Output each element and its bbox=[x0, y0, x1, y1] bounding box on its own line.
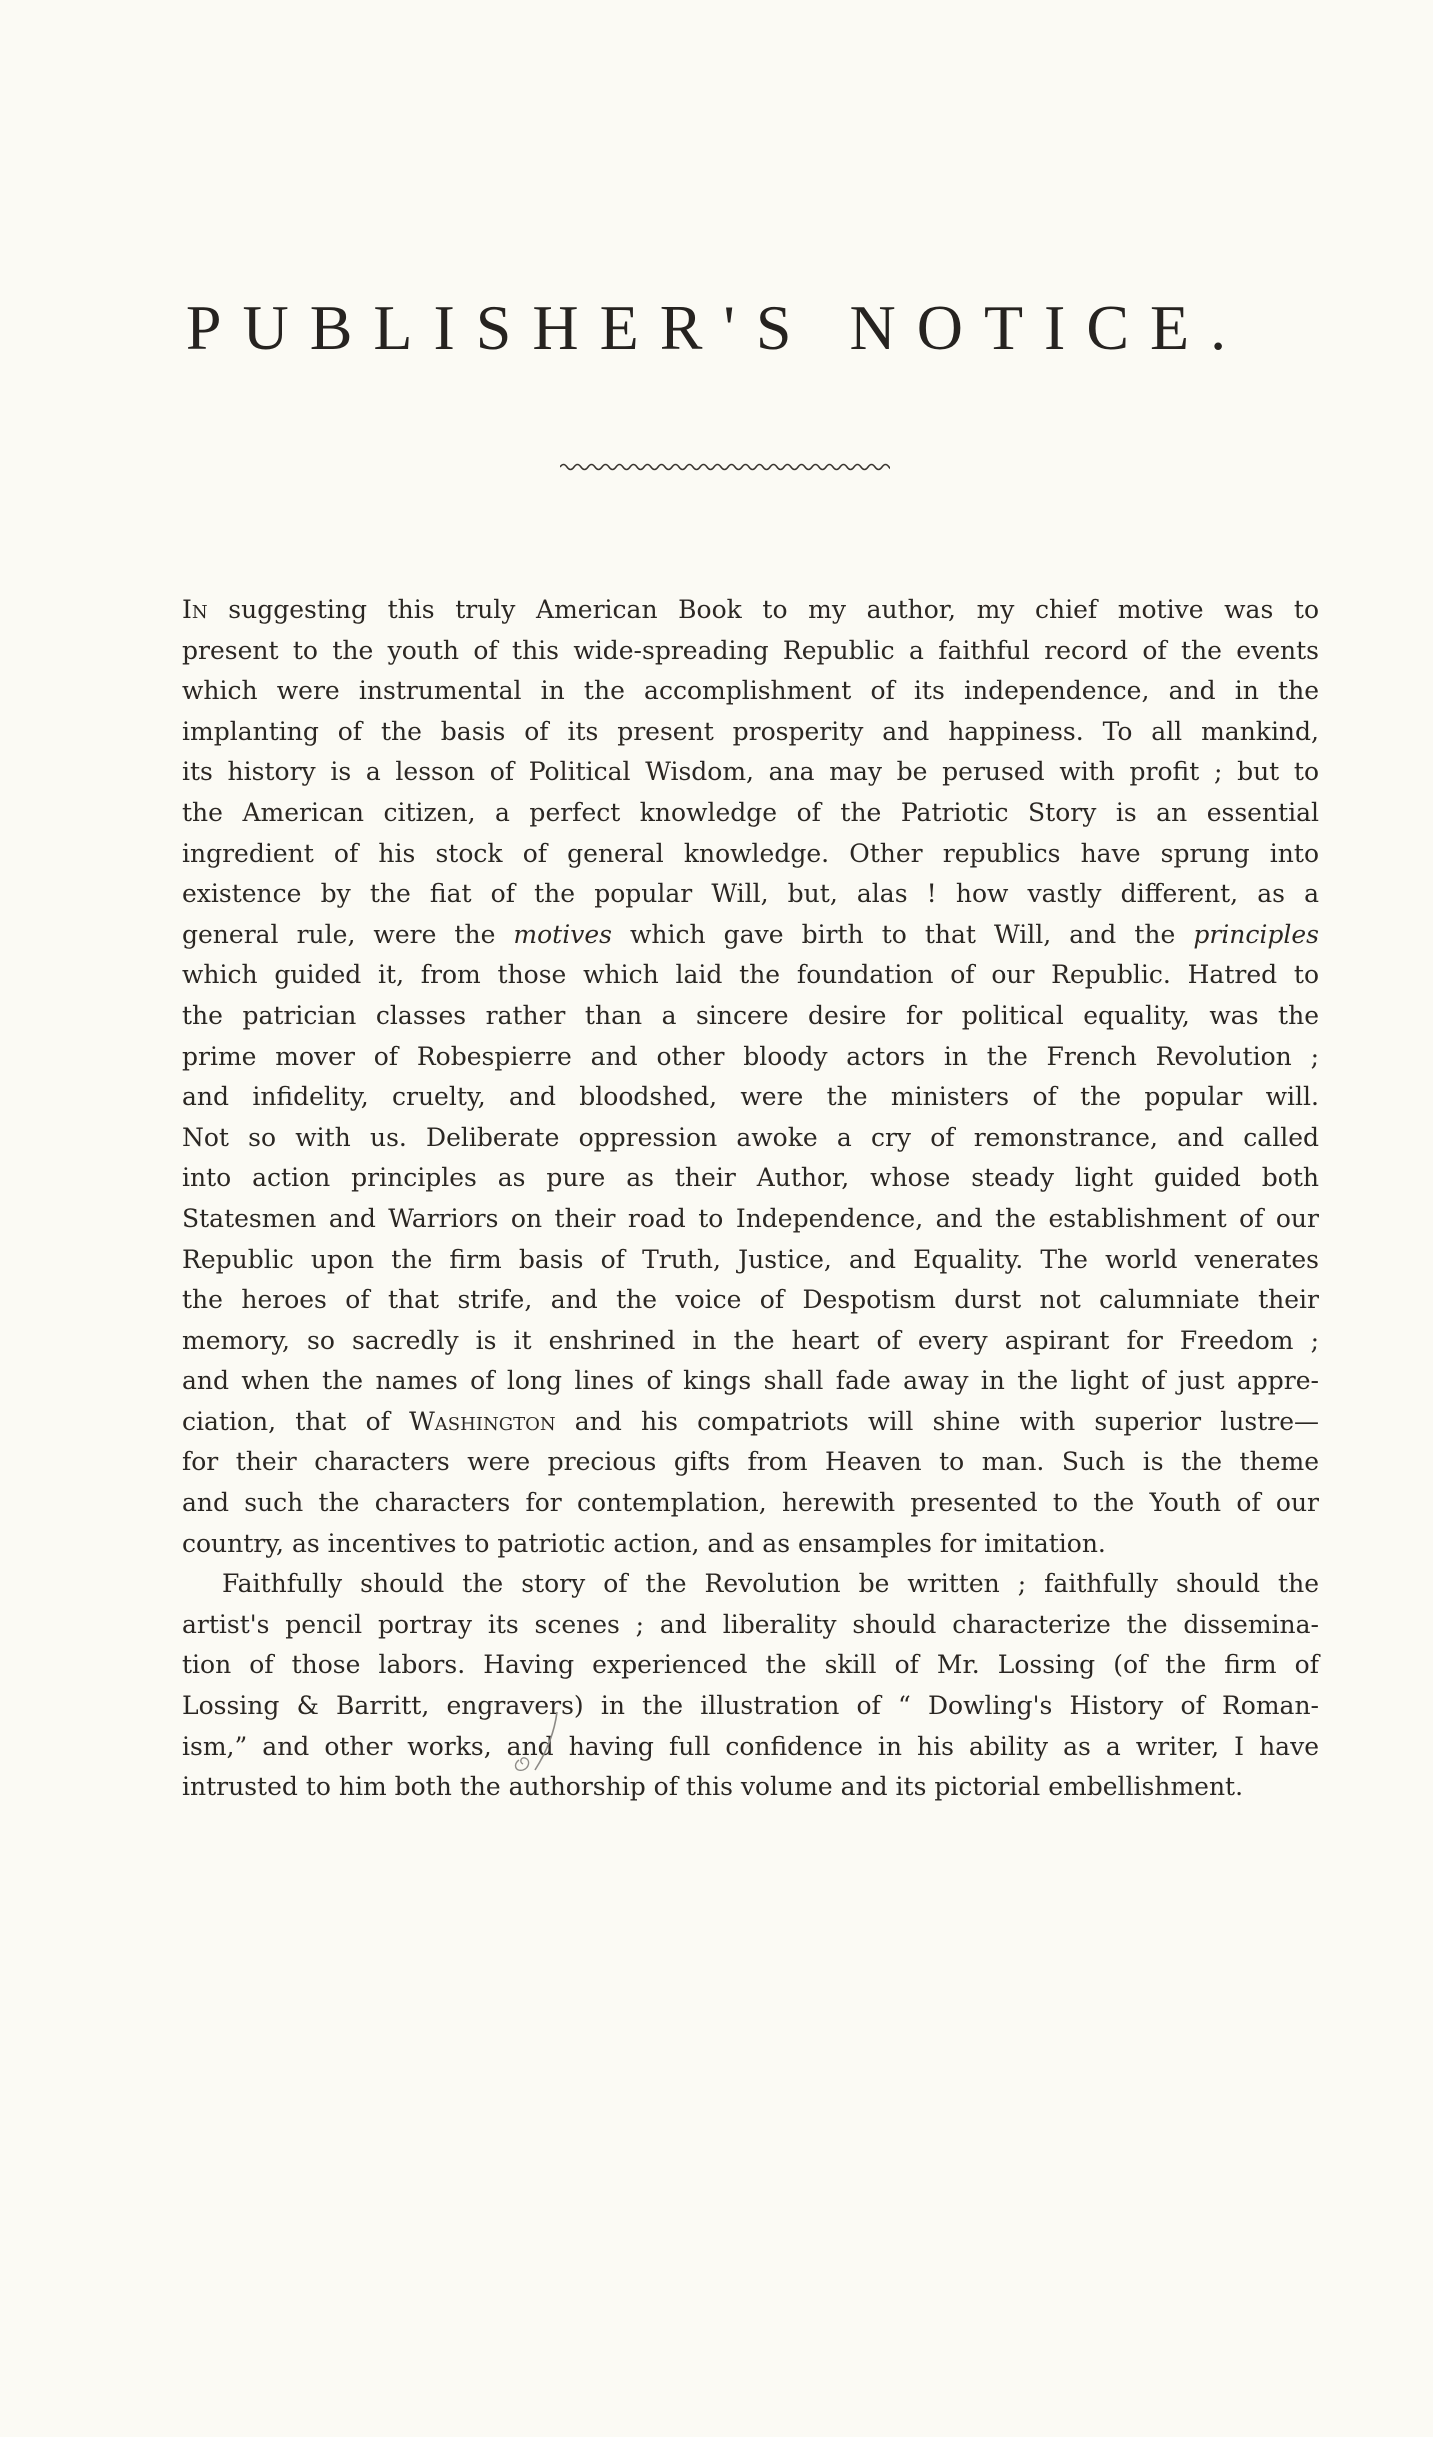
italic-run: principles bbox=[1193, 919, 1319, 949]
text-run: Republic upon the firm basis of Truth, Justice, and Equality. The world venerates bbox=[182, 1244, 1319, 1274]
text-run: which gave birth to that Will, and the bbox=[611, 919, 1194, 949]
text-line bbox=[182, 1402, 1319, 1443]
text-run: implanting of the basis of its present prosperity and happiness. To all mankind, bbox=[182, 716, 1319, 746]
text-run: ism,” and other works, and having full confidence in his ability as a writer, I have bbox=[182, 1731, 1319, 1761]
text-line bbox=[182, 1564, 1319, 1605]
text-run: and such the characters for contemplation, herewith presented to the Youth of our bbox=[182, 1488, 1319, 1518]
text-run: which were instrumental in the accomplishment of its independence, and in the bbox=[182, 676, 1319, 706]
wavy-divider-ornament bbox=[560, 460, 890, 474]
notice-body bbox=[182, 590, 1319, 1808]
text-run: country, as incentives to patriotic action, and as ensamples for imitation. bbox=[182, 1528, 1106, 1558]
text-run: general rule, were the bbox=[182, 919, 514, 949]
text-run: Faithfully should the story of the Revolution be written ; faithfully should the bbox=[222, 1569, 1319, 1599]
text-line bbox=[182, 874, 1319, 915]
text-line bbox=[182, 1483, 1319, 1524]
text-run: and when the names of long lines of kings shall fade away in the light of just appre- bbox=[182, 1366, 1319, 1396]
text-run: intrusted to him both the authorship of this volume and its pictorial embellishment. bbox=[182, 1772, 1244, 1802]
pencil-scribble-mark bbox=[505, 1708, 575, 1778]
text-line bbox=[182, 1280, 1319, 1321]
text-run: present to the youth of this wide-spreading Republic a faithful record of the events bbox=[182, 635, 1319, 665]
text-run: into action principles as pure as their Author, whose steady light guided both bbox=[182, 1163, 1319, 1193]
text-line bbox=[182, 1199, 1319, 1240]
text-run: its history is a lesson of Political Wisdom, ana may be perused with profit ; but to bbox=[182, 757, 1319, 787]
text-line bbox=[182, 1442, 1319, 1483]
text-run: and infidelity, cruelty, and bloodshed, were the ministers of the popular will. bbox=[182, 1082, 1319, 1112]
text-run: ciation, that of bbox=[182, 1406, 410, 1436]
text-line bbox=[182, 590, 1319, 631]
text-line bbox=[182, 996, 1319, 1037]
text-line bbox=[182, 1727, 1319, 1768]
text-line bbox=[182, 1077, 1319, 1118]
italic-run: motives bbox=[513, 919, 612, 949]
text-run: Lossing & Barritt, engravers) in the illustration of “ Dowling's History of Roman- bbox=[182, 1691, 1319, 1721]
paragraph bbox=[182, 1564, 1319, 1808]
text-line bbox=[182, 1524, 1319, 1565]
text-line bbox=[182, 631, 1319, 672]
text-line bbox=[182, 1686, 1319, 1727]
text-line bbox=[182, 1767, 1319, 1808]
text-line bbox=[182, 1118, 1319, 1159]
text-run: existence by the fiat of the popular Will, but, alas ! how vastly different, as a bbox=[182, 879, 1319, 909]
text-line bbox=[182, 1361, 1319, 1402]
text-line bbox=[182, 1037, 1319, 1078]
text-line bbox=[182, 1605, 1319, 1646]
text-run: the patrician classes rather than a sincere desire for political equality, was the bbox=[182, 1000, 1319, 1030]
page-title: PUBLISHER'S NOTICE. bbox=[185, 292, 1248, 363]
text-run: artist's pencil portray its scenes ; and liberality should characterize the dissemina- bbox=[182, 1609, 1319, 1639]
text-run: memory, so sacredly is it enshrined in the heart of every aspirant for Freedom ; bbox=[182, 1325, 1319, 1355]
text-run: the heroes of that strife, and the voice of Despotism durst not calumniate their bbox=[182, 1285, 1319, 1315]
text-run: ingredient of his stock of general knowledge. Other republics have sprung into bbox=[182, 838, 1319, 868]
text-line bbox=[182, 955, 1319, 996]
text-line bbox=[182, 834, 1319, 875]
paragraph bbox=[182, 590, 1319, 1564]
text-line bbox=[182, 1321, 1319, 1362]
text-run: Statesmen and Warriors on their road to Independence, and the establishment of our bbox=[182, 1203, 1319, 1233]
small-caps-run: Washington bbox=[409, 1406, 556, 1436]
text-run: suggesting this truly American Book to my author, my chief motive was to bbox=[207, 595, 1319, 624]
small-caps-run: In bbox=[182, 595, 208, 624]
text-line bbox=[182, 793, 1319, 834]
text-line bbox=[182, 1645, 1319, 1686]
text-run: prime mover of Robespierre and other bloody actors in the French Revolution ; bbox=[182, 1041, 1319, 1071]
text-line bbox=[182, 752, 1319, 793]
text-run: which guided it, from those which laid the foundation of our Republic. Hatred to bbox=[182, 960, 1319, 990]
text-line bbox=[182, 915, 1319, 956]
text-line bbox=[182, 712, 1319, 753]
text-line bbox=[182, 671, 1319, 712]
text-run: tion of those labors. Having experienced the skill of Mr. Lossing (of the firm of bbox=[182, 1650, 1319, 1680]
text-run: the American citizen, a perfect knowledge of the Patriotic Story is an essential bbox=[182, 797, 1319, 827]
text-run: Not so with us. Deliberate oppression awoke a cry of remonstrance, and called bbox=[182, 1122, 1319, 1152]
text-line bbox=[182, 1158, 1319, 1199]
text-run: and his compatriots will shine with superior lustre— bbox=[555, 1406, 1319, 1436]
text-line bbox=[182, 1240, 1319, 1281]
text-run: for their characters were precious gifts from Heaven to man. Such is the theme bbox=[182, 1447, 1319, 1477]
